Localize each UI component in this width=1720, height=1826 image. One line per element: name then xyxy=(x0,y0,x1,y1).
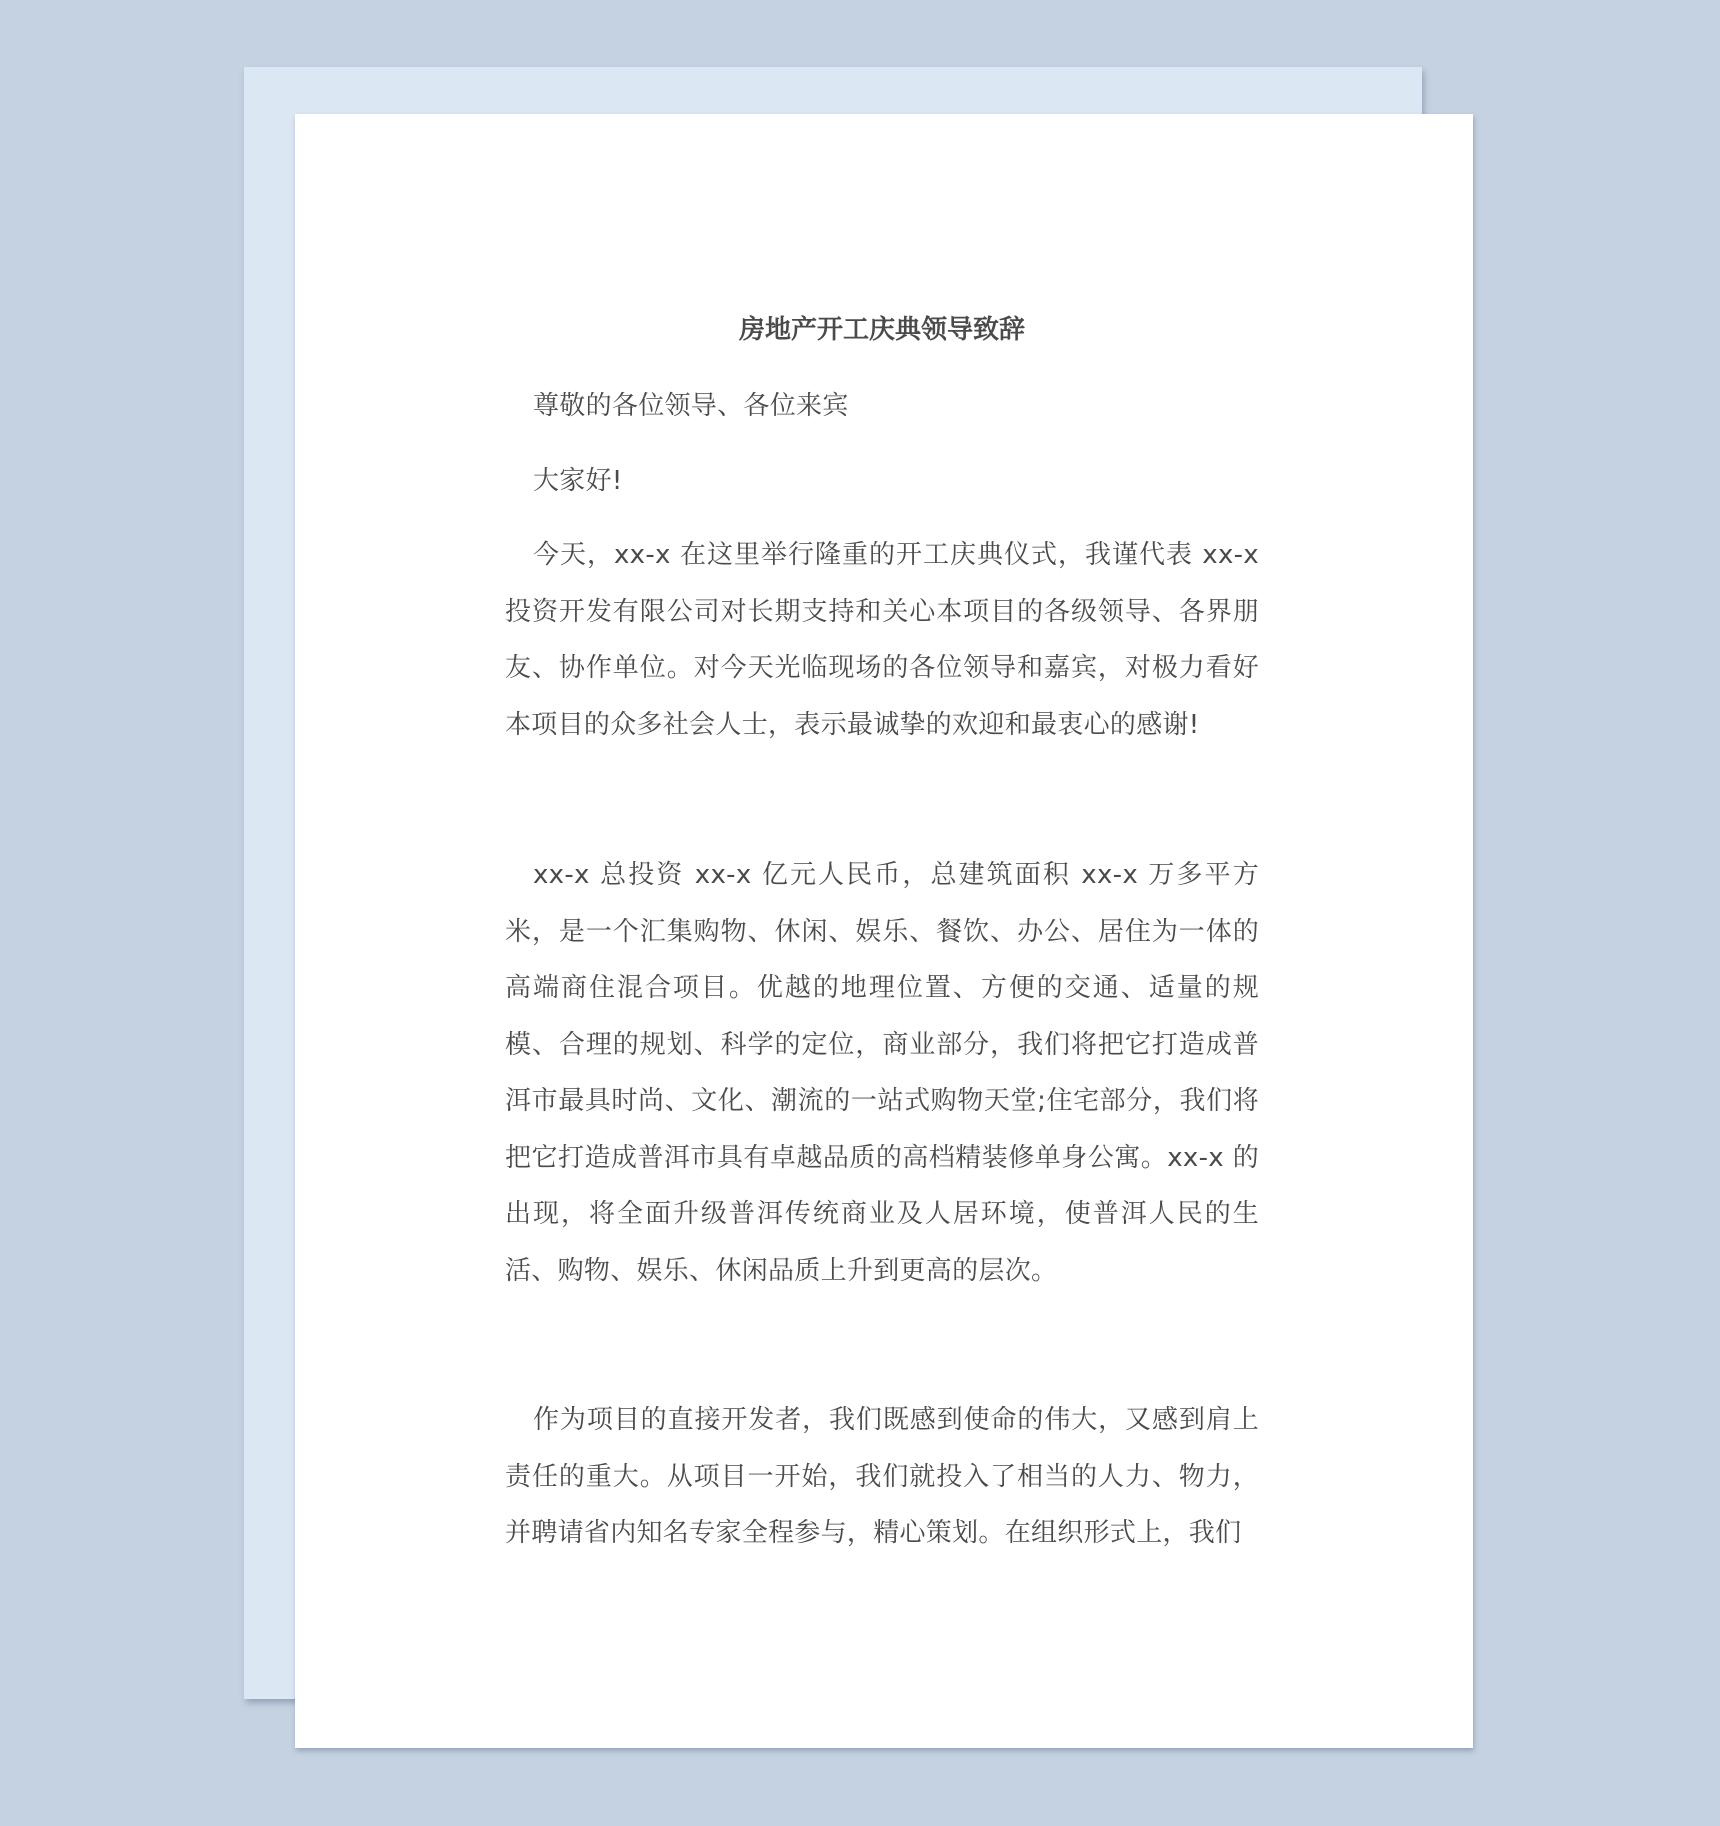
paragraph-2: xx-x 总投资 xx-x 亿元人民币，总建筑面积 xx-x 万多平方米，是一个汇集购物、休闲、娱乐、餐饮、办公、居住为一体的高端商住混合项目。优越的地理位置、方便的交通、适量的规模、合理的规划、科学的定位，商业部分，我们将把它打造成普洱市最具时尚、文化、潮流的一站式购物天堂;住宅部分，我们将把它打造成普洱市具有卓越品质的高档精装修单身公寓。xx-x 的出现，将全面升级普洱传统商业及人居环境，使普洱人民的生活、购物、娱乐、休闲品质上升到更高的层次。 xyxy=(505,860,1259,1286)
document-title: 房地产开工庆典领导致辞 xyxy=(738,315,1025,345)
paragraph-1: 今天，xx-x 在这里举行隆重的开工庆典仪式，我谨代表 xx-x 投资开发有限公司对长期支持和关心本项目的各级领导、各界朋友、协作单位。对今天光临现场的各位领导和嘉宾，对极力看好本项目的众多社会人士，表示最诚挚的欢迎和最衷心的感谢! xyxy=(505,540,1259,740)
paragraph-3: 作为项目的直接开发者，我们既感到使命的伟大，又感到肩上责任的重大。从项目一开始，我们就投入了相当的人力、物力，并聘请省内知名专家全程参与，精心策划。在组织形式上，我们 xyxy=(505,1405,1259,1548)
salutation-line: 尊敬的各位领导、各位来宾 xyxy=(533,391,849,421)
document-page xyxy=(295,114,1473,1748)
greeting-line: 大家好! xyxy=(533,466,623,496)
